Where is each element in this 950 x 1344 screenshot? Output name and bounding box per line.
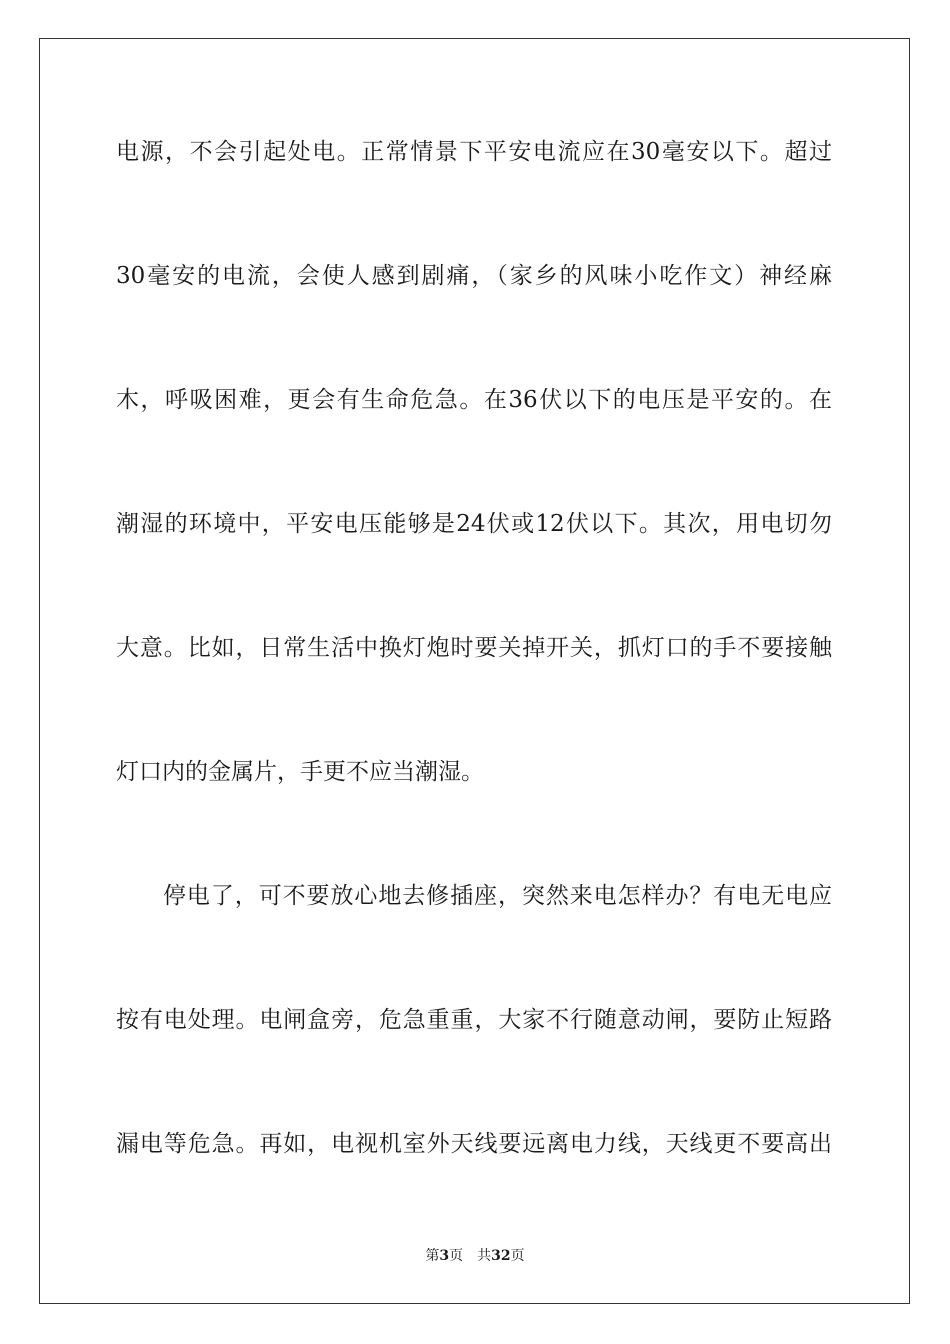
total-prefix: 共 bbox=[477, 1248, 492, 1264]
paragraph-line-5: 大意。比如，日常生活中换灯炮时要关掉开关，抓灯口的手不要接触 bbox=[116, 635, 832, 661]
total-suffix: 页 bbox=[510, 1248, 525, 1264]
page-suffix: 页 bbox=[449, 1248, 464, 1264]
paragraph-line-2: 30毫安的电流，会使人感到剧痛，（家乡的风味小吃作文）神经麻 bbox=[116, 263, 832, 289]
paragraph-line-3: 木，呼吸困难，更会有生命危急。在36伏以下的电压是平安的。在 bbox=[116, 387, 832, 413]
paragraph-line-7: 停电了，可不要放心地去修插座，突然来电怎样办？有电无电应 bbox=[163, 883, 832, 909]
page-border bbox=[39, 38, 910, 1304]
paragraph-line-6: 灯口内的金属片，手更不应当潮湿。 bbox=[116, 759, 484, 785]
page-footer bbox=[0, 1247, 950, 1265]
paragraph-line-9: 漏电等危急。再如，电视机室外天线要远离电力线，天线更不要高出 bbox=[116, 1131, 832, 1157]
paragraph-line-1: 电源，不会引起处电。正常情景下平安电流应在30毫安以下。超过 bbox=[116, 139, 832, 165]
page-number: 3 bbox=[439, 1248, 450, 1264]
paragraph-line-8: 按有电处理。电闸盒旁，危急重重，大家不行随意动闸，要防止短路 bbox=[116, 1007, 832, 1033]
total-pages: 32 bbox=[491, 1248, 511, 1264]
page-prefix: 第 bbox=[425, 1248, 440, 1264]
paragraph-line-4: 潮湿的环境中，平安电压能够是24伏或12伏以下。其次，用电切勿 bbox=[116, 511, 832, 537]
